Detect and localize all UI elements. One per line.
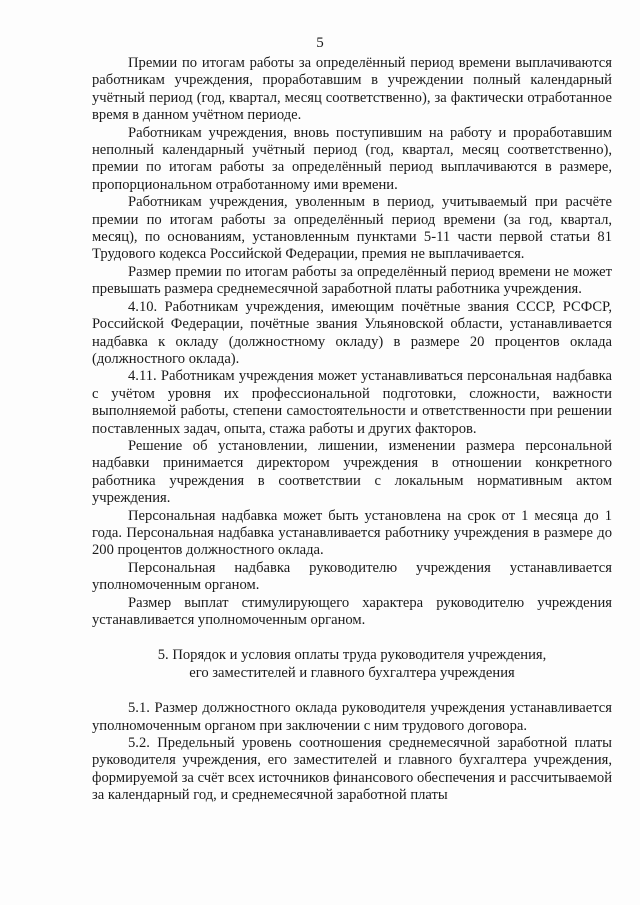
section-heading-line-2: его заместителей и главного бухгалтера учреждения — [189, 664, 515, 681]
paragraph-clause-5-1: 5.1. Размер должностного оклада руководителя учреждения устанавливается уполномоченным органом при заключении с ним трудового договора. — [92, 700, 612, 734]
section-heading-line-1: 5. Порядок и условия оплаты труда руководителя учреждения, — [157, 647, 547, 664]
section-heading — [92, 647, 612, 682]
paragraph-personal-allowance-decision: Решение об установлении, лишении, изменении размера персональной надбавки принимается директором учреждения в отношении конкретного работника учреждения в соответствии с локальным нормативным актом учреждения. — [92, 437, 612, 507]
paragraph-clause-4-10: 4.10. Работникам учреждения, имеющим почётные звания СССР, РСФСР, Российской Федерации, почётные звания Ульяновской области, устанавливается надбавка к окладу (должностному окладу) в размере 20 процентов оклада (должностного оклада). — [92, 298, 612, 367]
paragraph-bonus-limit: Размер премии по итогам работы за определённый период времени не может превышать размера среднемесячной заработной платы работника учреждения. — [92, 263, 612, 298]
paragraph-clause-5-2: 5.2. Предельный уровень соотношения среднемесячной заработной платы руководителя учреждения, его заместителей и главного бухгалтера учреждения, формируемой за счёт всех источников финансового обеспечения и рассчитываемой за календарный год, и среднемесячной заработной платы — [92, 735, 612, 804]
paragraph-clause-4-11: 4.11. Работникам учреждения может устанавливаться персональная надбавка с учётом уровня их профессиональной подготовки, сложности, важности выполняемой работы, степени самостоятельности и ответственности при решении поставленных задач, опыта, стажа работы и других факторов. — [92, 368, 612, 437]
paragraph-bonus-new-employees: Работникам учреждения, вновь поступившим на работу и проработавшим неполный календарный учётный период (год, квартал, месяц соответственно), премии по итогам работы за определённый период выплачиваются в размере, пропорциональном отработанному ими времени. — [92, 124, 612, 193]
paragraph-incentive-payments-head: Размер выплат стимулирующего характера руководителю учреждения устанавливается уполномоченным органом. — [92, 594, 612, 628]
document-body — [92, 55, 612, 805]
paragraph-personal-allowance-term: Персональная надбавка может быть установлена на срок от 1 месяца до 1 года. Персональная надбавка устанавливается работнику учреждения в размере до 200 процентов должностного оклада. — [92, 507, 612, 559]
page-number: 5 — [316, 35, 324, 51]
paragraph-bonus-full-period: Премии по итогам работы за определённый период времени выплачиваются работникам учреждения, проработавшим в учреждении полный календарный учётный период (год, квартал, месяц соответственно), за фактически отработанное время в данном учётном периоде. — [92, 55, 612, 124]
paragraph-bonus-dismissed: Работникам учреждения, уволенным в период, учитываемый при расчёте премии по итогам работы за определённый период времени (за год, квартал, месяц), по основаниям, установленным пунктами 5-11 части первой статьи 81 Трудового кодекса Российской Федерации, премия не выплачивается. — [92, 194, 612, 263]
paragraph-personal-allowance-head: Персональная надбавка руководителю учреждения устанавливается уполномоченным органом. — [92, 559, 612, 594]
